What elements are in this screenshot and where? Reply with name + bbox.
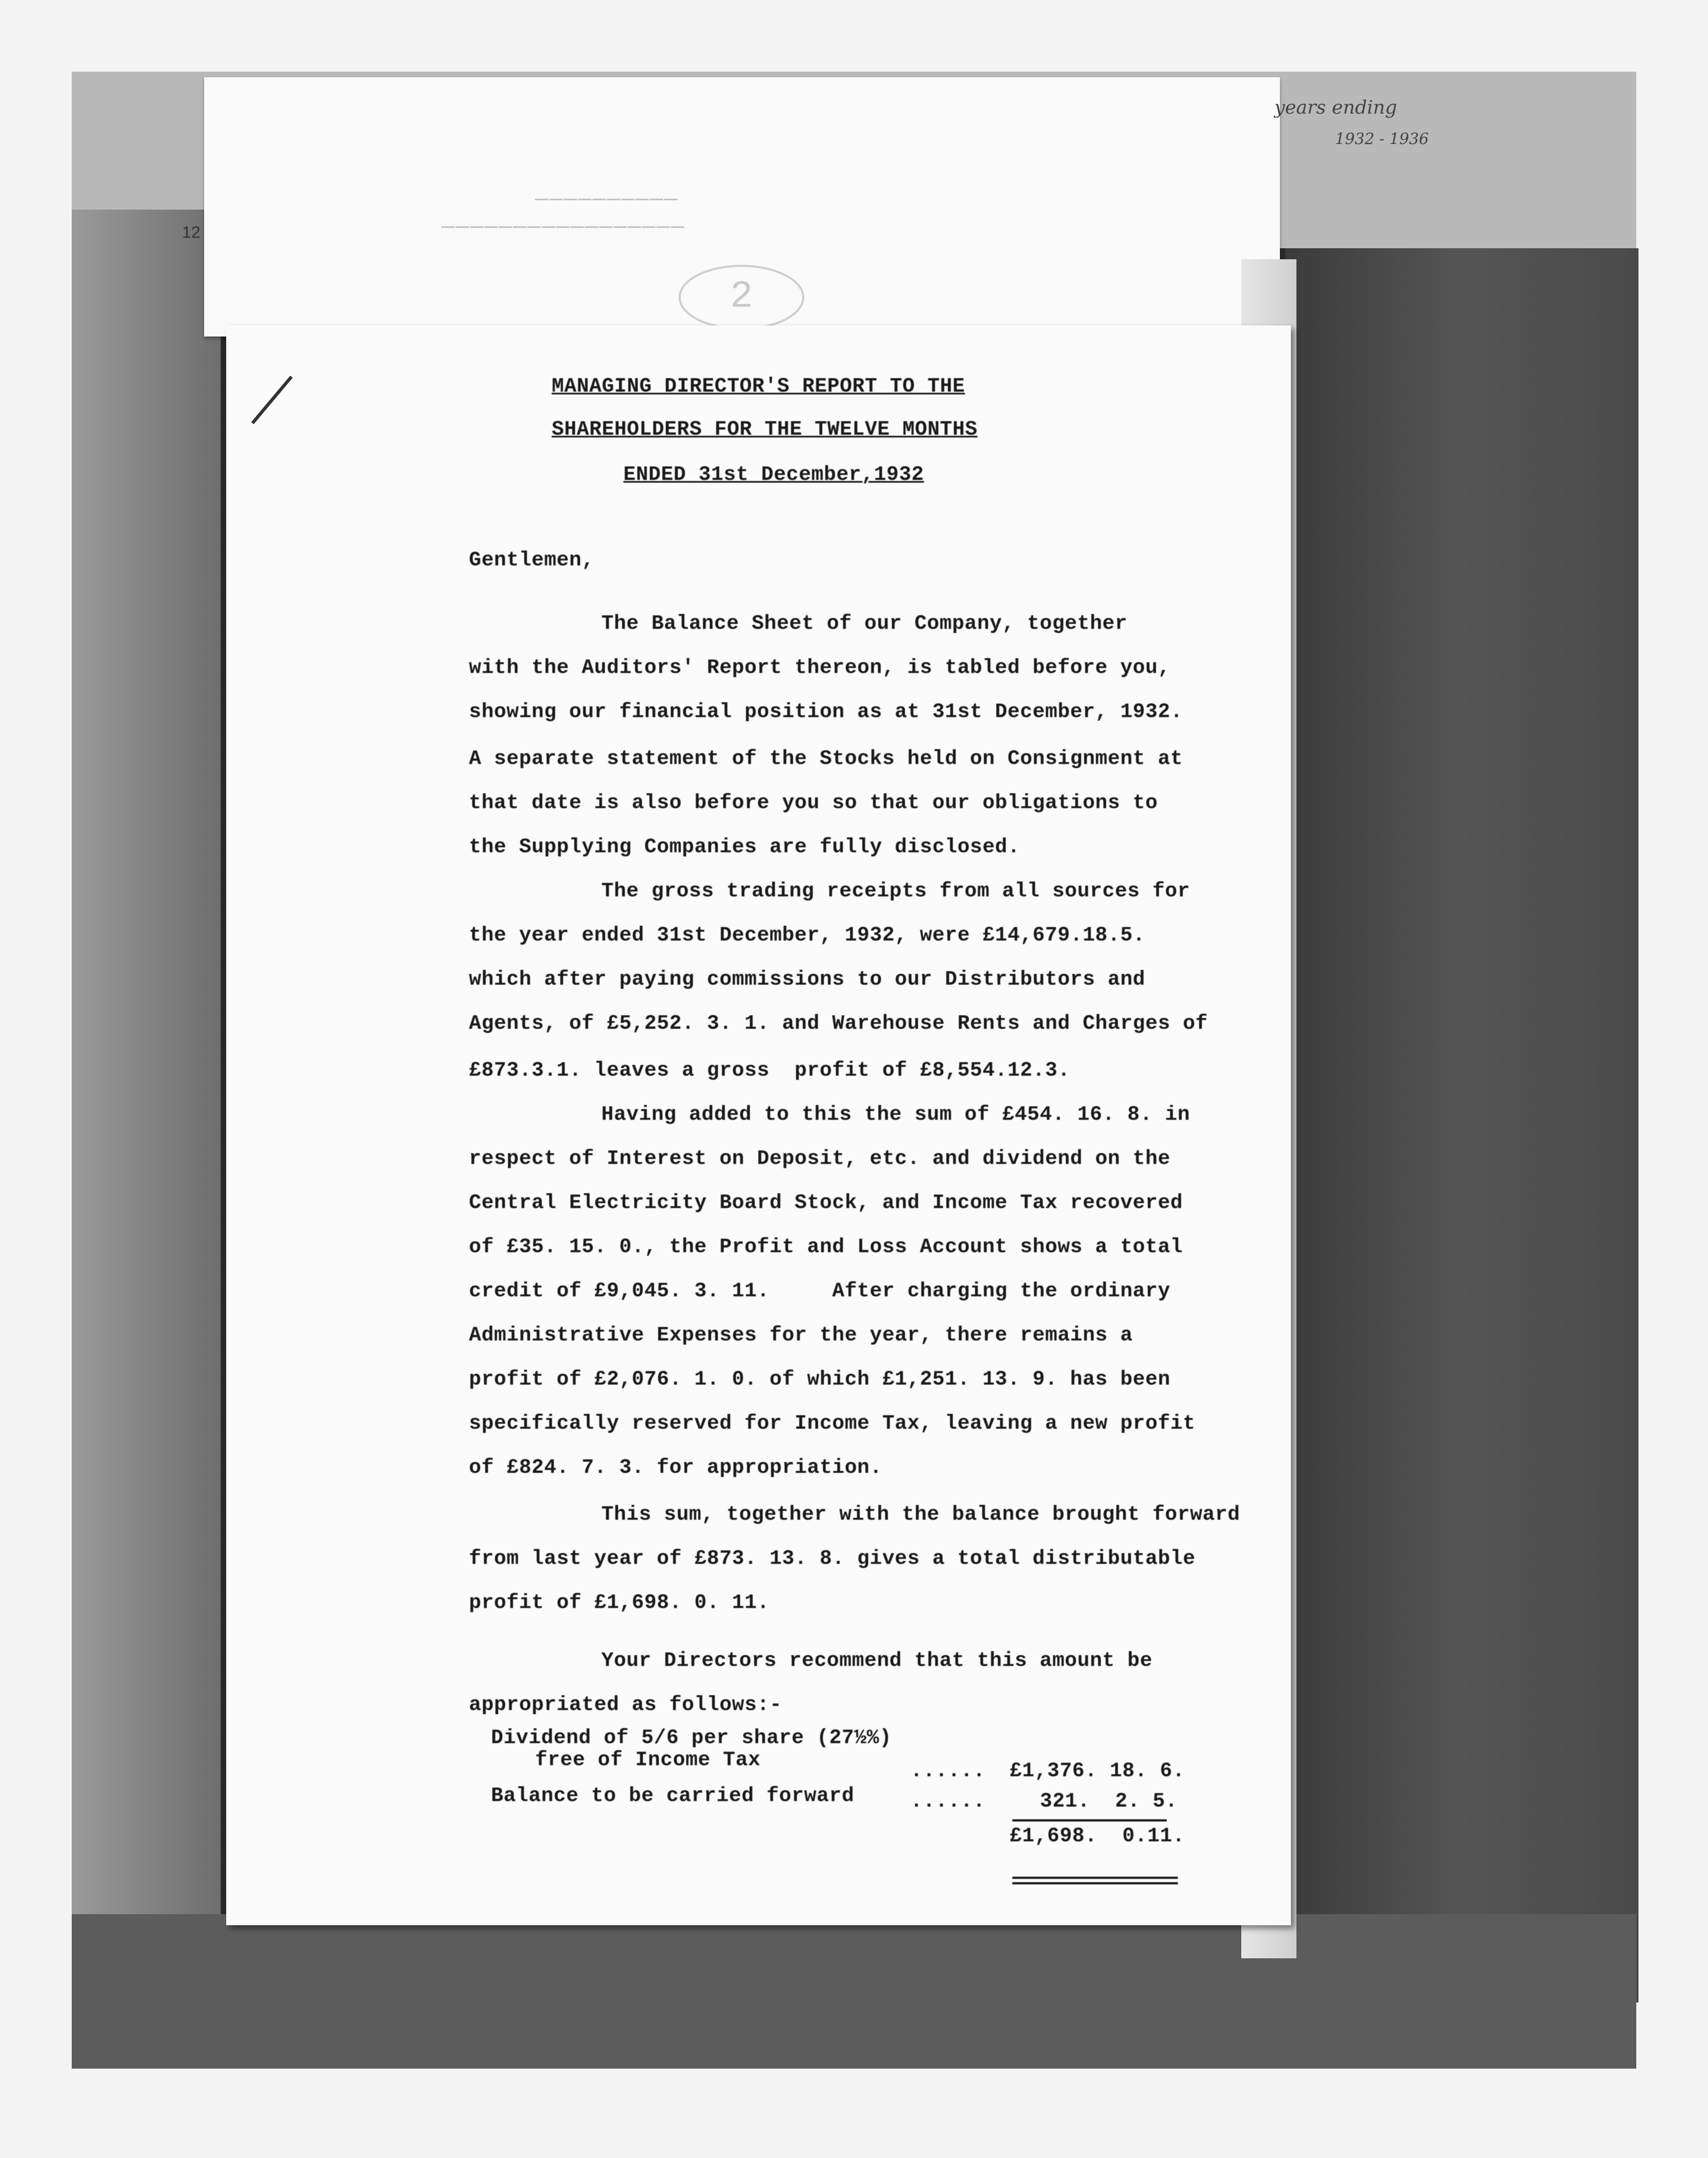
- paragraph-line: of £824. 7. 3. for appropriation.: [469, 1456, 883, 1479]
- balance-amount: 321. 2. 5.: [1040, 1790, 1178, 1813]
- faded-text: —————————————————: [441, 215, 686, 240]
- paragraph-line: A separate statement of the Stocks held on Consignment at: [469, 747, 1183, 771]
- typed-report: [226, 325, 1291, 1925]
- balance-label: Balance to be carried forward: [491, 1785, 855, 1808]
- paragraph-line: Your Directors recommend that this amount be: [601, 1649, 1152, 1673]
- paragraph-line: from last year of £873. 13. 8. gives a total distributable: [469, 1547, 1195, 1571]
- film-right-strip: [1285, 248, 1638, 2002]
- subtotal-rule: [1012, 1819, 1167, 1822]
- paragraph-line: appropriated as follows:-: [469, 1694, 782, 1717]
- total-amount: £1,698. 0.11.: [1010, 1825, 1185, 1848]
- paragraph-line: This sum, together with the balance brought forward: [601, 1503, 1240, 1526]
- handwritten-years: 1932 - 1936: [1335, 130, 1429, 148]
- paragraph-line: profit of £1,698. 0. 11.: [469, 1591, 770, 1615]
- dividend-leader-dots: ......: [910, 1760, 986, 1783]
- handwritten-note: years ending: [1274, 97, 1397, 119]
- paragraph-line: The Balance Sheet of our Company, together: [601, 612, 1128, 635]
- balance-leader-dots: ......: [910, 1790, 986, 1813]
- paragraph-line: showing our financial position as at 31st December, 1932.: [469, 701, 1183, 724]
- title-line-1: MANAGING DIRECTOR'S REPORT TO THE: [552, 375, 965, 398]
- paragraph-line: specifically reserved for Income Tax, leaving a new profit: [469, 1412, 1195, 1435]
- margin-page-number: 12: [182, 223, 201, 242]
- paragraph-line: the Supplying Companies are fully disclosed.: [469, 836, 1020, 859]
- paragraph-line: Administrative Expenses for the year, there remains a: [469, 1324, 1133, 1347]
- paragraph-line: £873.3.1. leaves a gross profit of £8,554.12.3.: [469, 1059, 1070, 1082]
- total-double-rule: [1012, 1877, 1178, 1884]
- paragraph-line: that date is also before you so that our obligations to: [469, 792, 1158, 815]
- dividend-subtext: free of Income Tax: [535, 1749, 761, 1772]
- archive-stamp: 2: [679, 265, 804, 330]
- title-line-2: SHAREHOLDERS FOR THE TWELVE MONTHS: [552, 418, 978, 441]
- paragraph-line: credit of £9,045. 3. 11. After charging the ordinary: [469, 1280, 1171, 1303]
- film-bottom-strip: [72, 1914, 1636, 2069]
- paragraph-line: The gross trading receipts from all sources for: [601, 880, 1191, 903]
- paragraph-line: with the Auditors' Report thereon, is tabled before you,: [469, 656, 1171, 680]
- paragraph-line: Central Electricity Board Stock, and Income Tax recovered: [469, 1192, 1183, 1215]
- dividend-amount: £1,376. 18. 6.: [1010, 1760, 1185, 1783]
- film-left-strip: [72, 210, 221, 2030]
- dividend-label: Dividend of 5/6 per share (27½%): [491, 1727, 892, 1750]
- paragraph-line: the year ended 31st December, 1932, were £14,679.18.5.: [469, 924, 1145, 947]
- paragraph-line: Having added to this the sum of £454. 16. 8. in: [601, 1103, 1191, 1126]
- paragraph-line: respect of Interest on Deposit, etc. and dividend on the: [469, 1147, 1171, 1171]
- faded-text: ——————————: [535, 188, 679, 212]
- paragraph-line: Agents, of £5,252. 3. 1. and Warehouse Rents and Charges of: [469, 1012, 1208, 1035]
- paragraph-line: of £35. 15. 0., the Profit and Loss Account shows a total: [469, 1236, 1183, 1259]
- title-line-3: ENDED 31st December,1932: [623, 463, 924, 487]
- report-page: [226, 325, 1291, 1925]
- salutation: Gentlemen,: [469, 549, 595, 572]
- paragraph-line: which after paying commissions to our Distributors and: [469, 968, 1145, 991]
- paragraph-line: profit of £2,076. 1. 0. of which £1,251. 13. 9. has been: [469, 1368, 1171, 1391]
